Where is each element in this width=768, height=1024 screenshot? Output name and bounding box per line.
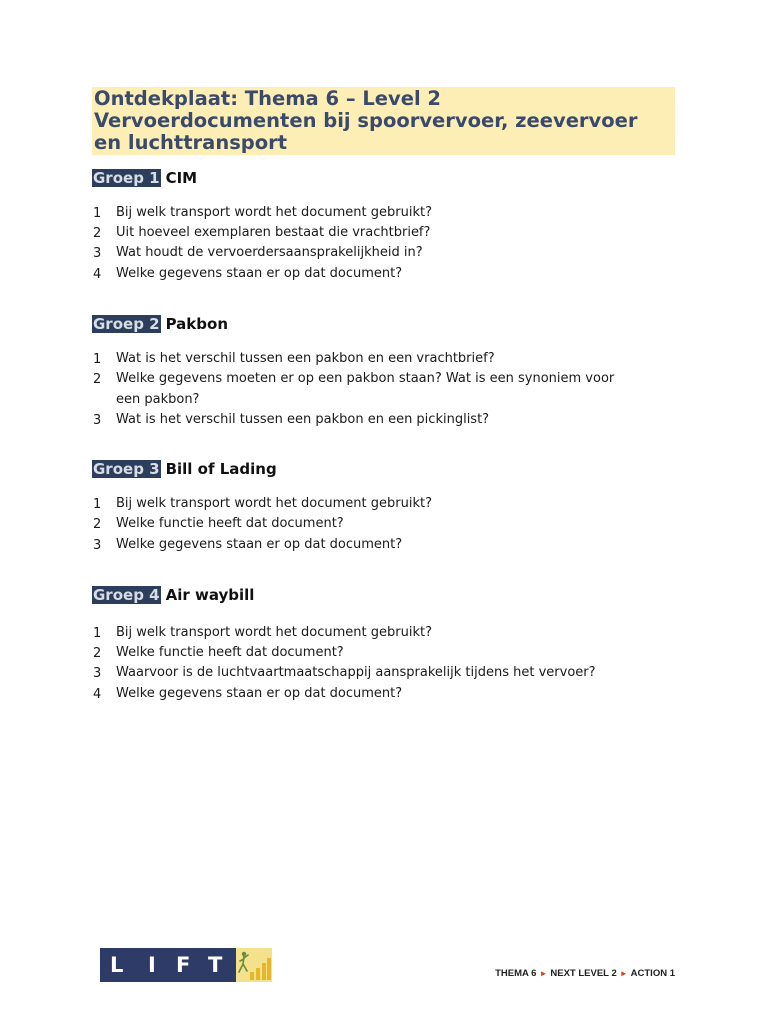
question-text: Bij welk transport wordt het document gebruikt? <box>116 205 432 220</box>
question-number: 2 <box>93 226 102 241</box>
question-text: Welke gegevens staan er op dat document? <box>116 266 403 281</box>
lift-logo <box>100 948 272 982</box>
group-3-heading <box>92 460 277 478</box>
footer-level: NEXT LEVEL 2 <box>550 968 617 979</box>
title-line-3: en luchttransport <box>94 131 288 154</box>
group-2-heading <box>92 315 228 333</box>
footer-breadcrumb <box>495 968 675 980</box>
group-name: Air waybill <box>165 586 255 604</box>
logo-letter: I <box>148 953 156 977</box>
question-number: 2 <box>93 517 102 532</box>
group-tag: Groep 2 <box>93 315 160 333</box>
question-number: 3 <box>93 538 102 553</box>
question-text: Welke gegevens staan er op dat document? <box>116 686 403 701</box>
question-text: Welke functie heeft dat document? <box>116 516 344 531</box>
question-text: Wat houdt de vervoerdersaansprakelijkheid in? <box>116 245 423 260</box>
question-text: Wat is het verschil tussen een pakbon en een vrachtbrief? <box>116 351 495 366</box>
group-name: CIM <box>165 169 198 187</box>
question-text: Welke gegevens staan er op dat document? <box>116 537 403 552</box>
question-number: 3 <box>93 666 102 681</box>
question-number: 3 <box>93 246 102 261</box>
title-highlight <box>92 87 675 155</box>
question-text: Wat is het verschil tussen een pakbon en een pickinglist? <box>116 412 490 427</box>
question-number: 2 <box>93 372 102 387</box>
question-text: Welke gegevens moeten er op een pakbon staan? Wat is een synoniem voor een pakbon? <box>116 371 615 407</box>
question-number: 1 <box>93 352 102 367</box>
title-line-2: Vervoerdocumenten bij spoorvervoer, zeevervoer <box>94 109 638 132</box>
logo-letter: F <box>176 953 191 977</box>
climbing-figure-bars-icon <box>236 948 272 982</box>
question-number: 1 <box>93 626 102 641</box>
footer-theme: THEMA 6 <box>495 968 537 979</box>
group-name: Pakbon <box>165 315 229 333</box>
group-4-heading <box>92 586 254 604</box>
logo-letter: T <box>208 953 223 977</box>
question-number: 4 <box>93 687 102 702</box>
question-text: Waarvoor is de luchtvaartmaatschappij aansprakelijk tijdens het vervoer? <box>116 665 596 680</box>
question-text: Bij welk transport wordt het document gebruikt? <box>116 496 432 511</box>
group-tag: Groep 1 <box>93 169 160 187</box>
question-number: 1 <box>93 206 102 221</box>
question-number: 4 <box>93 267 102 282</box>
question-number: 2 <box>93 646 102 661</box>
question-text: Welke functie heeft dat document? <box>116 645 344 660</box>
footer-action: ACTION 1 <box>630 968 675 979</box>
logo-letter: L <box>110 953 124 977</box>
right-triangle-icon: ► <box>539 969 548 978</box>
right-triangle-icon: ► <box>619 969 628 978</box>
group-1-heading <box>92 169 197 187</box>
question-text: Uit hoeveel exemplaren bestaat die vrachtbrief? <box>116 225 431 240</box>
group-tag: Groep 4 <box>93 586 160 604</box>
question-number: 3 <box>93 413 102 428</box>
question-number: 1 <box>93 497 102 512</box>
group-tag: Groep 3 <box>93 460 160 478</box>
logo-letters-box <box>100 948 236 982</box>
group-name: Bill of Lading <box>165 460 277 478</box>
question-text: Bij welk transport wordt het document gebruikt? <box>116 625 432 640</box>
title-line-1: Ontdekplaat: Thema 6 – Level 2 <box>94 87 442 110</box>
